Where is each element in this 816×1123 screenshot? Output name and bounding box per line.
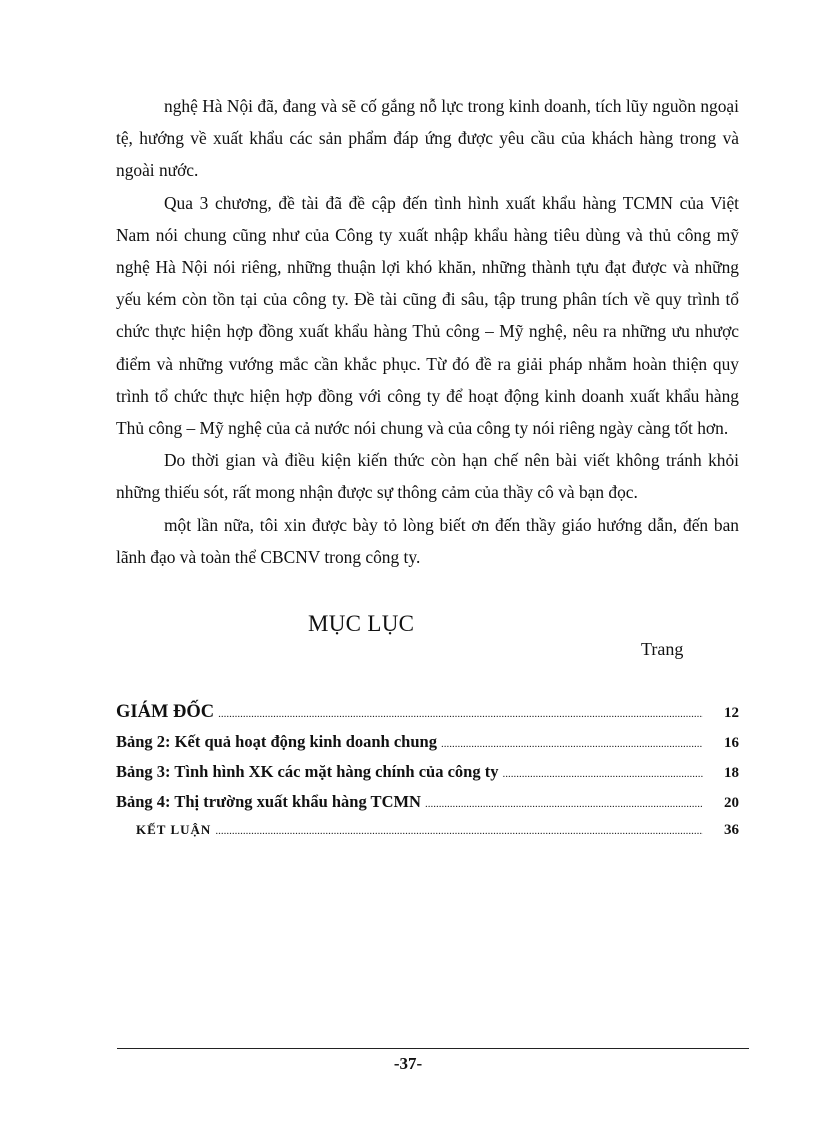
toc-dot-leader (502, 768, 703, 780)
toc-entry-bang-4[interactable] (116, 792, 739, 822)
page-number: -37- (393, 1054, 423, 1073)
toc-entry-label: Bảng 4: Thị trường xuất khẩu hàng TCMN (116, 792, 421, 811)
toc-dot-leader (441, 738, 703, 750)
toc-entry-page: 18 (724, 765, 739, 781)
toc-entry-bang-2[interactable] (116, 732, 739, 762)
body-text (116, 90, 739, 573)
toc-entry-page: 36 (724, 822, 739, 838)
paragraph-4: một lần nữa, tôi xin được bày tỏ lòng biết ơn đến thầy giáo hướng dẫn, đến ban lãnh đạo và toàn thể CBCNV trong công ty. (116, 514, 739, 567)
toc-title: MỤC LỤC (308, 611, 415, 636)
toc-entry-label: Bảng 2: Kết quả hoạt động kinh doanh chung (116, 732, 437, 751)
table-of-contents (116, 702, 739, 852)
toc-entry-label: GIÁM ĐỐC (116, 702, 215, 722)
toc-entry-page: 12 (724, 705, 739, 721)
paragraph-3: Do thời gian và điều kiện kiến thức còn hạn chế nên bài viết không tránh khỏi những thiếu sót, rất mong nhận được sự thông cảm của thầy cô và bạn đọc. (116, 450, 739, 503)
toc-entry-ket-luan[interactable] (116, 822, 739, 852)
toc-entry-label: Bảng 3: Tình hình XK các mặt hàng chính của công ty (116, 762, 499, 781)
toc-entry-page: 20 (724, 795, 739, 811)
paragraph-1: nghệ Hà Nội đã, đang và sẽ cố gắng nỗ lực trong kinh doanh, tích lũy nguồn ngoại tệ, hướng về xuất khẩu các sản phẩm đáp ứng được yêu cầu của khách hàng trong và ngoài nước. (116, 96, 739, 181)
toc-dot-leader (218, 708, 703, 720)
footer-divider (117, 1048, 749, 1049)
toc-entry-giam-doc[interactable] (116, 702, 739, 732)
toc-dot-leader (215, 825, 703, 837)
paragraph-2: Qua 3 chương, đề tài đã đề cập đến tình hình xuất khẩu hàng TCMN của Việt Nam nói chung cũng như của Công ty xuất nhập khẩu hàng tiêu dùng và thủ công mỹ nghệ Hà Nội nói riêng, những thuận lợi khó khăn, những thành tựu đạt được và những yếu kém còn tồn tại của công ty. Đề tài cũng đi sâu, tập trung phân tích về quy trình tổ chức thực hiện hợp đồng xuất khẩu hàng Thủ công – Mỹ nghệ, nêu ra những ưu nhược điểm và những vướng mắc cần khắc phục. Từ đó đề ra giải pháp nhằm hoàn thiện quy trình tổ chức thực hiện hợp đồng với công ty để hoạt động kinh doanh xuất khẩu hàng Thủ công – Mỹ nghệ của cả nước nói chung và của công ty nói riêng ngày càng tốt hơn. (116, 192, 739, 439)
toc-entry-page: 16 (724, 735, 739, 751)
toc-dot-leader (425, 798, 703, 810)
toc-entry-label: KẾT LUẬN (136, 822, 212, 837)
toc-entry-bang-3[interactable] (116, 762, 739, 792)
toc-page-column-label: Trang (641, 639, 684, 659)
